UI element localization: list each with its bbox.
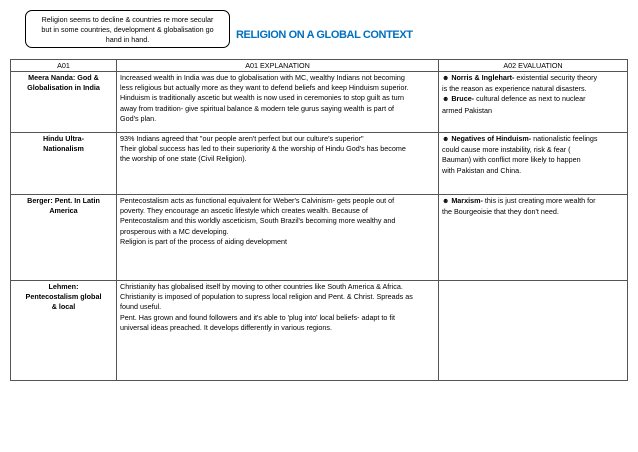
explanation-cell xyxy=(117,72,439,133)
evaluation-line xyxy=(442,166,624,176)
explanation-line: away from tradition- give spiritual balance & modern tele gurus saying wealth is part of xyxy=(120,103,395,113)
evaluation-line xyxy=(442,207,624,217)
evaluation-line xyxy=(442,94,624,105)
summary-callout xyxy=(25,10,230,48)
evaluation-line xyxy=(442,73,624,84)
explanation-line: less religious but actually more as they want to defend beliefs and keep Hinduism superior. xyxy=(120,83,409,93)
table-row xyxy=(11,281,628,381)
evaluation-text: nationalistic feelings xyxy=(531,134,598,143)
evaluation-line xyxy=(442,84,624,94)
evaluation-text: Bauman) with conflict more likely to happen xyxy=(442,155,581,165)
explanation-line: Pentecostalism acts as functional equivalent for Weber's Calvinism- gets people out of xyxy=(120,196,395,205)
a01-line: Pentecostalism global xyxy=(25,292,102,302)
evaluation-text: the Bourgeoisie that they don't need. xyxy=(442,207,559,217)
evaluation-table xyxy=(10,59,628,381)
evaluation-line xyxy=(442,155,624,165)
a01-cell xyxy=(11,133,117,195)
explanation-cell xyxy=(117,195,439,281)
page-title: RELIGION ON A GLOBAL CONTEXT xyxy=(236,29,413,41)
explanation-line: the worship of one state (Civil Religion). xyxy=(120,154,247,164)
explanation-line: Pent. Has grown and found followers and it's able to 'plug into' local beliefs- adapt to fit xyxy=(120,312,396,322)
header-evaluation: A02 EVALUATION xyxy=(439,60,628,72)
evaluation-text: this is just creating more wealth for xyxy=(482,196,596,205)
evaluation-keyword: Negatives of Hinduism- xyxy=(451,134,532,143)
explanation-line: universal ideas preached. It develops differently in various regions. xyxy=(120,322,333,332)
table-row xyxy=(11,195,628,281)
evaluation-keyword: Norris & Inglehart- xyxy=(451,73,515,82)
smiley-bullet-icon: ☻ xyxy=(442,75,452,82)
evaluation-text: with Pakistan and China. xyxy=(442,165,522,175)
evaluation-keyword: Bruce- xyxy=(451,94,475,104)
evaluation-keyword: Marxism- xyxy=(451,196,483,205)
explanation-line: 93% Indians agreed that "our people aren't perfect but our culture's superior" xyxy=(120,134,364,143)
evaluation-cell xyxy=(439,133,628,195)
evaluation-text: could cause more instability, risk & fear ( xyxy=(442,145,571,155)
explanation-line: Increased wealth in India was due to globalisation with MC, wealthy Indians not becoming xyxy=(120,73,405,82)
a01-cell xyxy=(11,281,117,381)
smiley-bullet-icon: ☻ xyxy=(442,96,452,104)
a01-line: Berger: Pent. In Latin xyxy=(27,196,100,205)
explanation-line: Pentecostalism and this worldly asceticism, South Brazil's becoming more wealthy and xyxy=(120,216,396,226)
evaluation-line xyxy=(442,106,624,116)
a01-line: Globalisation in India xyxy=(27,83,100,93)
explanation-line: God's plan. xyxy=(120,113,157,123)
a01-line: Hindu Ultra- xyxy=(42,134,85,143)
smiley-bullet-icon: ☻ xyxy=(442,198,452,205)
header-a01: A01 xyxy=(11,60,117,72)
evaluation-line xyxy=(442,145,624,155)
callout-line: Religion seems to decline & countries re more secular xyxy=(41,15,214,24)
smiley-bullet-icon: ☻ xyxy=(442,136,452,143)
explanation-line: prosperous with a MC developing. xyxy=(120,226,229,236)
a01-line: Nationalism xyxy=(43,144,84,154)
table-row xyxy=(11,72,628,133)
evaluation-cell xyxy=(439,195,628,281)
evaluation-line xyxy=(442,196,624,207)
evaluation-text: armed Pakistan xyxy=(442,105,492,115)
evaluation-cell xyxy=(439,281,628,381)
a01-line: Lehmen: xyxy=(48,282,79,291)
explanation-line: Religion is part of the process of aiding development xyxy=(120,236,288,246)
evaluation-cell xyxy=(439,72,628,133)
explanation-line: Christianity is imposed of population to supress local religion and Pent. & Christ. Spreads as xyxy=(120,292,413,302)
explanation-line: found useful. xyxy=(120,302,162,312)
explanation-cell xyxy=(117,133,439,195)
explanation-line: Christianity has globalised itself by moving to other countries like South America & Africa. xyxy=(120,282,403,291)
evaluation-text: cultural defence as next to nuclear xyxy=(474,94,586,104)
header-explanation: A01 EXPLANATION xyxy=(117,60,439,72)
table-header-row xyxy=(11,60,628,72)
evaluation-text: is the reason as experience natural disasters. xyxy=(442,84,587,94)
callout-line: but in some countries, development & globalisation go xyxy=(41,25,214,34)
evaluation-line xyxy=(442,134,624,145)
explanation-line: Their global success has led to their superiority & the worship of Hindu God's has become xyxy=(120,144,406,154)
a01-cell xyxy=(11,195,117,281)
evaluation-text: existential security theory xyxy=(514,73,598,82)
callout-line: hand in hand. xyxy=(105,35,150,44)
explanation-line: poverty. They encourage an ascetic lifestyle which creates wealth. Because of xyxy=(120,206,368,216)
a01-line: & local xyxy=(51,302,76,312)
a01-line: Meera Nanda: God & xyxy=(28,73,99,82)
table-row xyxy=(11,133,628,195)
a01-cell xyxy=(11,72,117,133)
explanation-cell xyxy=(117,281,439,381)
a01-line: America xyxy=(49,206,78,216)
explanation-line: Hinduism is traditionally ascetic but wealth is now used in ceremonies to stop guilt as turn xyxy=(120,93,405,103)
